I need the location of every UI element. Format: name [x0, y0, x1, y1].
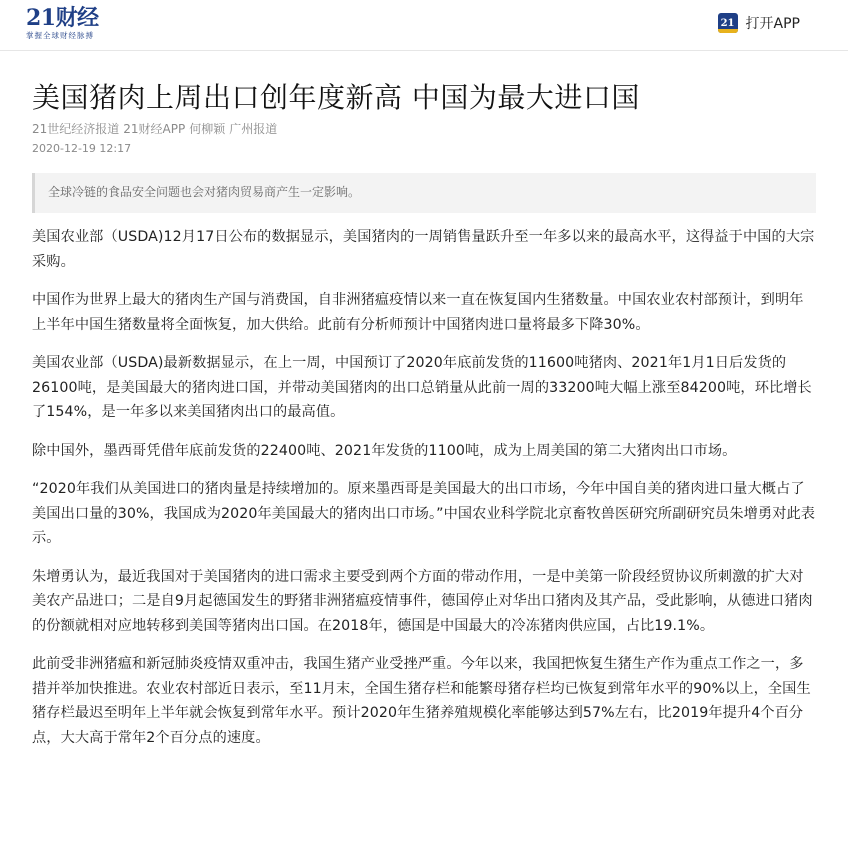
open-app-label: 打开APP	[745, 16, 800, 32]
article-summary: 全球冷链的食品安全问题也会对猪肉贸易商产生一定影响。	[32, 173, 816, 213]
logo-slogan: 掌握全球财经脉搏	[26, 31, 94, 40]
logo-text: 21财经	[26, 5, 99, 31]
paragraph: 除中国外，墨西哥凭借年底前发货的22400吨、2021年发货的1100吨，成为上周美国的第二大猪肉出口市场。	[32, 442, 737, 459]
article-author: 何柳颖	[189, 122, 226, 136]
site-logo[interactable]	[26, 6, 146, 41]
paragraph: 朱增勇认为，最近我国对于美国猪肉的进口需求主要受到两个方面的带动作用，一是中美第一阶段经贸协议所刺激的扩大对美农产品进口；二是自9月起德国发生的野猪非洲猪瘟疫情事件，德国停止对华出口猪肉及其产品，受此影响，从德进口猪肉的份额就相对应地转移到美国等猪肉出口国。在2018年，德国是中国最大的冷冻猪肉供应国，占比19.1%。	[32, 568, 813, 634]
top-bar	[0, 0, 848, 51]
paragraph: 中国作为世界上最大的猪肉生产国与消费国，自非洲猪瘟疫情以来一直在恢复国内生猪数量。中国农业农村部预计，到明年上半年中国生猪数量将全面恢复，加大供给。此前有分析师预计中国猪肉进口量将最多下降30%。	[32, 292, 804, 333]
paragraph: “2020年我们从美国进口的猪肉量是持续增加的。原来墨西哥是美国最大的出口市场，今年中国自美的猪肉进口量大概占了美国出口量的30%，我国成为2020年美国最大的猪肉出口市场。”中国农业科学院北京畜牧兽医研究所副研究员朱增勇对此表示。	[32, 481, 816, 546]
paragraph: 美国农业部（USDA)最新数据显示，在上一周，中国预订了2020年底前发货的11600吨猪肉、2021年1月1日后发货的26100吨，是美国最大的猪肉进口国，并带动美国猪肉的出口总销量从此前一周的33200吨大幅上涨至84200吨，环比增长了154%，是一年多以来美国猪肉出口的最高值。	[32, 355, 812, 420]
article-title: 美国猪肉上周出口创年度新高 中国为最大进口国	[32, 81, 640, 114]
article-meta	[32, 121, 816, 137]
app-icon: 21	[718, 13, 738, 33]
paragraph: 此前受非洲猪瘟和新冠肺炎疫情双重冲击，我国生猪产业受挫严重。今年以来，我国把恢复生猪生产作为重点工作之一，多措并举加快推进。农业农村部近日表示，至11月末，全国生猪存栏和能繁母猪存栏均已恢复到常年水平的90%以上，全国生猪存栏最迟至明年上半年就会恢复到常年水平。预计2020年生猪养殖规模化率能够达到57%左右，比2019年提升4个百分点，大大高于常年2个百分点的速度。	[32, 656, 811, 746]
article-source: 21世纪经济报道	[32, 122, 120, 136]
paragraph: 美国农业部（USDA)12月17日公布的数据显示，美国猪肉的一周销售量跃升至一年多以来的最高水平，这得益于中国的大宗采购。	[32, 229, 815, 270]
open-app-button[interactable]	[718, 12, 800, 34]
article-channel: 21财经APP	[123, 122, 186, 136]
article	[0, 81, 848, 750]
article-location: 广州报道	[229, 122, 278, 136]
article-datetime: 2020-12-19 12:17	[32, 142, 132, 155]
